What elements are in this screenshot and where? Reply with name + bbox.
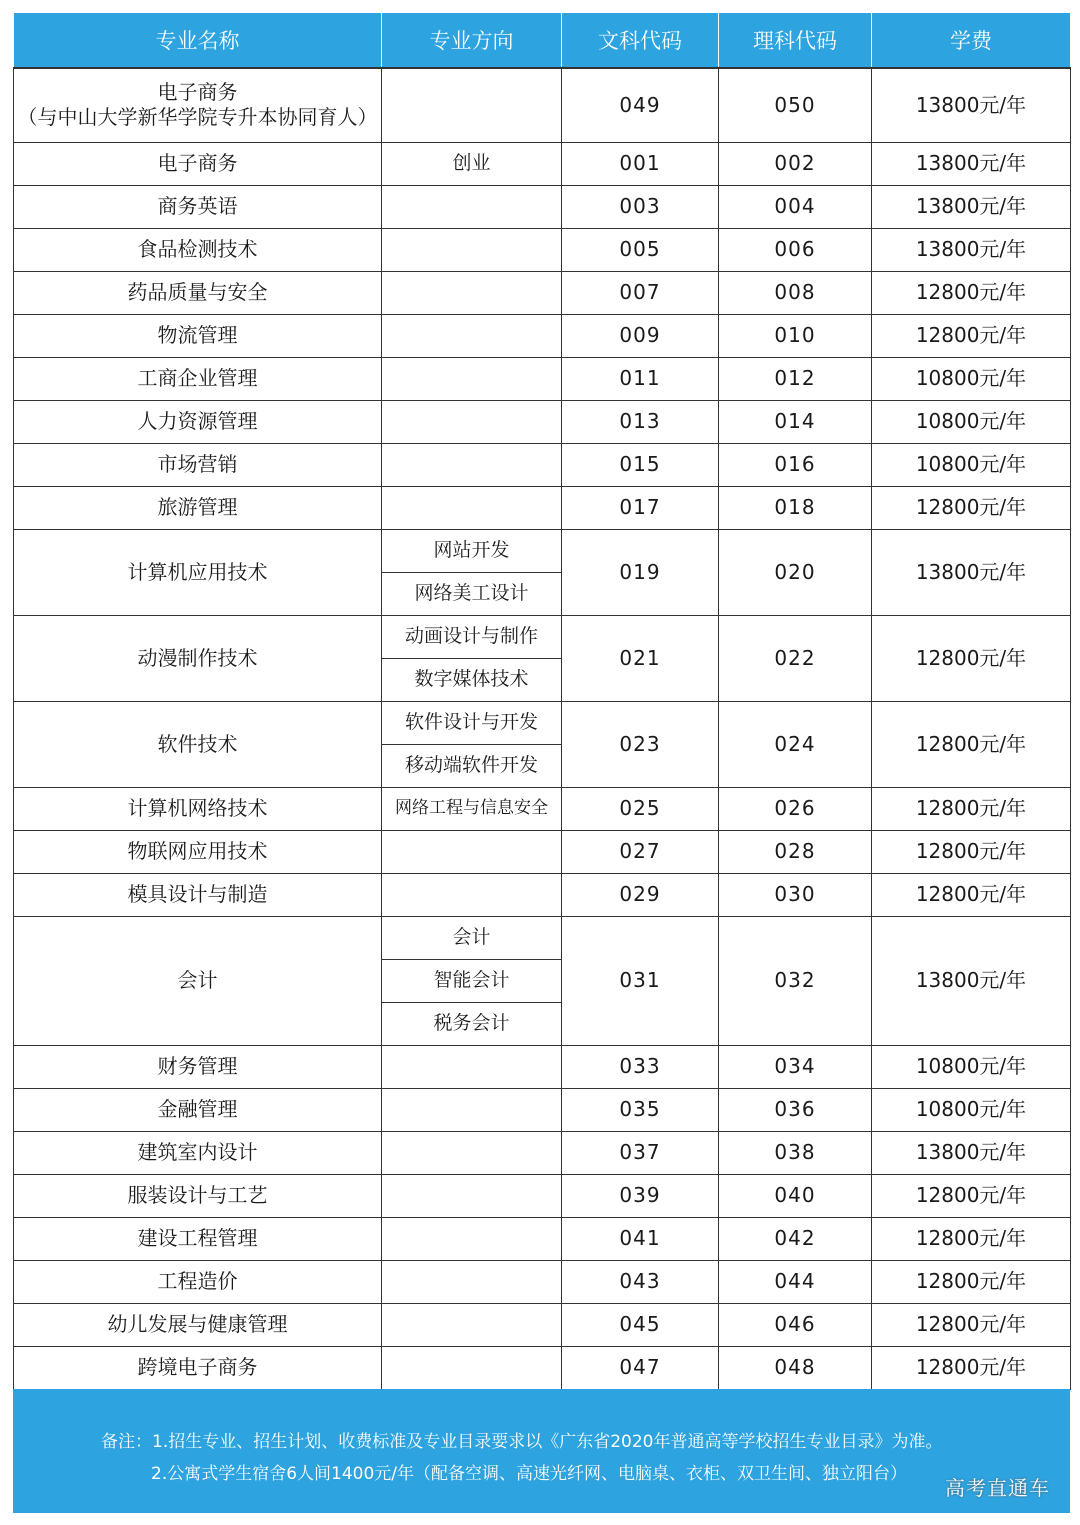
arts-code: 045 xyxy=(562,1303,719,1346)
table-row xyxy=(14,701,1071,744)
major-direction xyxy=(382,1131,562,1174)
science-code: 050 xyxy=(719,68,872,142)
major-name: 物联网应用技术 xyxy=(14,830,382,873)
major-direction xyxy=(382,400,562,443)
major-direction xyxy=(382,1174,562,1217)
note-line-1: 备注：1.招生专业、招生计划、收费标准及专业目录要求以《广东省2020年普通高等学校招生专业目录》为准。 xyxy=(101,1432,943,1452)
major-direction: 会计 xyxy=(382,916,562,959)
table-row xyxy=(14,916,1071,959)
major-direction xyxy=(382,314,562,357)
arts-code: 031 xyxy=(562,916,719,1045)
tuition: 10800元/年 xyxy=(872,357,1071,400)
table-row xyxy=(14,271,1071,314)
science-code: 038 xyxy=(719,1131,872,1174)
table-row xyxy=(14,1131,1071,1174)
table-row xyxy=(14,1045,1071,1088)
table-row xyxy=(14,357,1071,400)
major-name-cell xyxy=(14,68,382,142)
major-name: 商务英语 xyxy=(14,185,382,228)
arts-code: 039 xyxy=(562,1174,719,1217)
major-direction: 税务会计 xyxy=(382,1002,562,1045)
tuition: 10800元/年 xyxy=(872,1045,1071,1088)
science-code: 030 xyxy=(719,873,872,916)
major-name: 旅游管理 xyxy=(14,486,382,529)
major-direction xyxy=(382,1346,562,1389)
major-direction xyxy=(382,873,562,916)
science-code: 046 xyxy=(719,1303,872,1346)
science-code: 014 xyxy=(719,400,872,443)
science-code: 034 xyxy=(719,1045,872,1088)
major-name: 建筑室内设计 xyxy=(14,1131,382,1174)
table-row xyxy=(14,1088,1071,1131)
arts-code: 017 xyxy=(562,486,719,529)
header-science-code: 理科代码 xyxy=(719,13,872,69)
table-row xyxy=(14,787,1071,830)
arts-code: 023 xyxy=(562,701,719,787)
major-direction: 网络美工设计 xyxy=(382,572,562,615)
arts-code: 019 xyxy=(562,529,719,615)
major-direction: 数字媒体技术 xyxy=(382,658,562,701)
science-code: 020 xyxy=(719,529,872,615)
major-direction xyxy=(382,271,562,314)
note-line-2: 2.公寓式学生宿舍6人间1400元/年（配备空调、高速光纤网、电脑桌、衣柜、双卫生间、独立阳台） xyxy=(151,1464,908,1484)
science-code: 042 xyxy=(719,1217,872,1260)
arts-code: 015 xyxy=(562,443,719,486)
tuition: 12800元/年 xyxy=(872,1346,1071,1389)
science-code: 032 xyxy=(719,916,872,1045)
major-name: 金融管理 xyxy=(14,1088,382,1131)
major-name: 会计 xyxy=(14,916,382,1045)
major-name: 工程造价 xyxy=(14,1260,382,1303)
major-direction: 移动端软件开发 xyxy=(382,744,562,787)
tuition: 12800元/年 xyxy=(872,701,1071,787)
arts-code: 047 xyxy=(562,1346,719,1389)
major-direction xyxy=(382,68,562,142)
arts-code: 049 xyxy=(562,68,719,142)
science-code: 022 xyxy=(719,615,872,701)
table-row xyxy=(14,830,1071,873)
major-direction xyxy=(382,443,562,486)
major-name: 模具设计与制造 xyxy=(14,873,382,916)
table-row xyxy=(14,142,1071,185)
table-row xyxy=(14,228,1071,271)
watermark-text: 高考直通车 xyxy=(945,1476,1050,1500)
major-direction: 网站开发 xyxy=(382,529,562,572)
major-name: 市场营销 xyxy=(14,443,382,486)
major-name: 药品质量与安全 xyxy=(14,271,382,314)
arts-code: 001 xyxy=(562,142,719,185)
tuition: 13800元/年 xyxy=(872,916,1071,1045)
arts-code: 043 xyxy=(562,1260,719,1303)
tuition: 10800元/年 xyxy=(872,400,1071,443)
table-row xyxy=(14,873,1071,916)
arts-code: 005 xyxy=(562,228,719,271)
major-name: 食品检测技术 xyxy=(14,228,382,271)
major-name: 跨境电子商务 xyxy=(14,1346,382,1389)
arts-code: 037 xyxy=(562,1131,719,1174)
header-major-direction: 专业方向 xyxy=(382,13,562,69)
table-row xyxy=(14,443,1071,486)
admissions-table-container xyxy=(13,12,1070,1390)
tuition: 13800元/年 xyxy=(872,142,1071,185)
major-name: 工商企业管理 xyxy=(14,357,382,400)
major-direction: 创业 xyxy=(382,142,562,185)
table-row xyxy=(14,185,1071,228)
science-code: 026 xyxy=(719,787,872,830)
science-code: 016 xyxy=(719,443,872,486)
major-name: 幼儿发展与健康管理 xyxy=(14,1303,382,1346)
tuition: 12800元/年 xyxy=(872,1174,1071,1217)
arts-code: 011 xyxy=(562,357,719,400)
science-code: 040 xyxy=(719,1174,872,1217)
table-row xyxy=(14,1217,1071,1260)
science-code: 008 xyxy=(719,271,872,314)
major-direction xyxy=(382,1303,562,1346)
science-code: 002 xyxy=(719,142,872,185)
arts-code: 013 xyxy=(562,400,719,443)
table-row xyxy=(14,314,1071,357)
arts-code: 041 xyxy=(562,1217,719,1260)
science-code: 044 xyxy=(719,1260,872,1303)
arts-code: 033 xyxy=(562,1045,719,1088)
tuition: 13800元/年 xyxy=(872,529,1071,615)
major-name: 动漫制作技术 xyxy=(14,615,382,701)
arts-code: 025 xyxy=(562,787,719,830)
science-code: 018 xyxy=(719,486,872,529)
major-direction xyxy=(382,1260,562,1303)
arts-code: 035 xyxy=(562,1088,719,1131)
major-direction xyxy=(382,1045,562,1088)
header-tuition: 学费 xyxy=(872,13,1071,69)
tuition: 12800元/年 xyxy=(872,1260,1071,1303)
science-code: 010 xyxy=(719,314,872,357)
major-name: 计算机网络技术 xyxy=(14,787,382,830)
major-name: 财务管理 xyxy=(14,1045,382,1088)
table-row xyxy=(14,68,1071,142)
science-code: 004 xyxy=(719,185,872,228)
arts-code: 021 xyxy=(562,615,719,701)
tuition: 12800元/年 xyxy=(872,830,1071,873)
science-code: 048 xyxy=(719,1346,872,1389)
arts-code: 003 xyxy=(562,185,719,228)
major-name: 建设工程管理 xyxy=(14,1217,382,1260)
major-direction xyxy=(382,228,562,271)
arts-code: 007 xyxy=(562,271,719,314)
major-name: 计算机应用技术 xyxy=(14,529,382,615)
tuition: 10800元/年 xyxy=(872,443,1071,486)
tuition: 13800元/年 xyxy=(872,185,1071,228)
major-direction: 智能会计 xyxy=(382,959,562,1002)
table-row xyxy=(14,1303,1071,1346)
notes-banner xyxy=(13,1389,1070,1513)
major-direction xyxy=(382,486,562,529)
major-name-note: （与中山大学新华学院专升本协同育人） xyxy=(17,105,378,130)
tuition: 13800元/年 xyxy=(872,68,1071,142)
major-name: 软件技术 xyxy=(14,701,382,787)
major-direction xyxy=(382,1217,562,1260)
science-code: 024 xyxy=(719,701,872,787)
table-row xyxy=(14,1346,1071,1389)
major-name: 人力资源管理 xyxy=(14,400,382,443)
tuition: 13800元/年 xyxy=(872,1131,1071,1174)
major-direction xyxy=(382,185,562,228)
arts-code: 027 xyxy=(562,830,719,873)
major-direction xyxy=(382,830,562,873)
major-direction: 动画设计与制作 xyxy=(382,615,562,658)
table-row xyxy=(14,486,1071,529)
tuition: 12800元/年 xyxy=(872,615,1071,701)
table-header-row xyxy=(14,13,1071,69)
major-name: 服装设计与工艺 xyxy=(14,1174,382,1217)
science-code: 028 xyxy=(719,830,872,873)
major-name: 电子商务 xyxy=(157,80,238,105)
table-row xyxy=(14,1260,1071,1303)
major-direction xyxy=(382,1088,562,1131)
tuition: 10800元/年 xyxy=(872,1088,1071,1131)
major-direction xyxy=(382,357,562,400)
table-row xyxy=(14,529,1071,572)
tuition: 12800元/年 xyxy=(872,314,1071,357)
header-arts-code: 文科代码 xyxy=(562,13,719,69)
tuition: 12800元/年 xyxy=(872,1303,1071,1346)
arts-code: 029 xyxy=(562,873,719,916)
tuition: 13800元/年 xyxy=(872,228,1071,271)
tuition: 12800元/年 xyxy=(872,486,1071,529)
tuition: 12800元/年 xyxy=(872,1217,1071,1260)
science-code: 012 xyxy=(719,357,872,400)
table-row xyxy=(14,615,1071,658)
science-code: 036 xyxy=(719,1088,872,1131)
arts-code: 009 xyxy=(562,314,719,357)
tuition: 12800元/年 xyxy=(872,787,1071,830)
table-row xyxy=(14,1174,1071,1217)
tuition: 12800元/年 xyxy=(872,873,1071,916)
science-code: 006 xyxy=(719,228,872,271)
major-direction: 软件设计与开发 xyxy=(382,701,562,744)
major-name: 电子商务 xyxy=(14,142,382,185)
table-row xyxy=(14,400,1071,443)
header-major-name: 专业名称 xyxy=(14,13,382,69)
major-fee-table xyxy=(13,12,1071,1390)
major-name: 物流管理 xyxy=(14,314,382,357)
tuition: 12800元/年 xyxy=(872,271,1071,314)
major-direction: 网络工程与信息安全 xyxy=(382,787,562,830)
